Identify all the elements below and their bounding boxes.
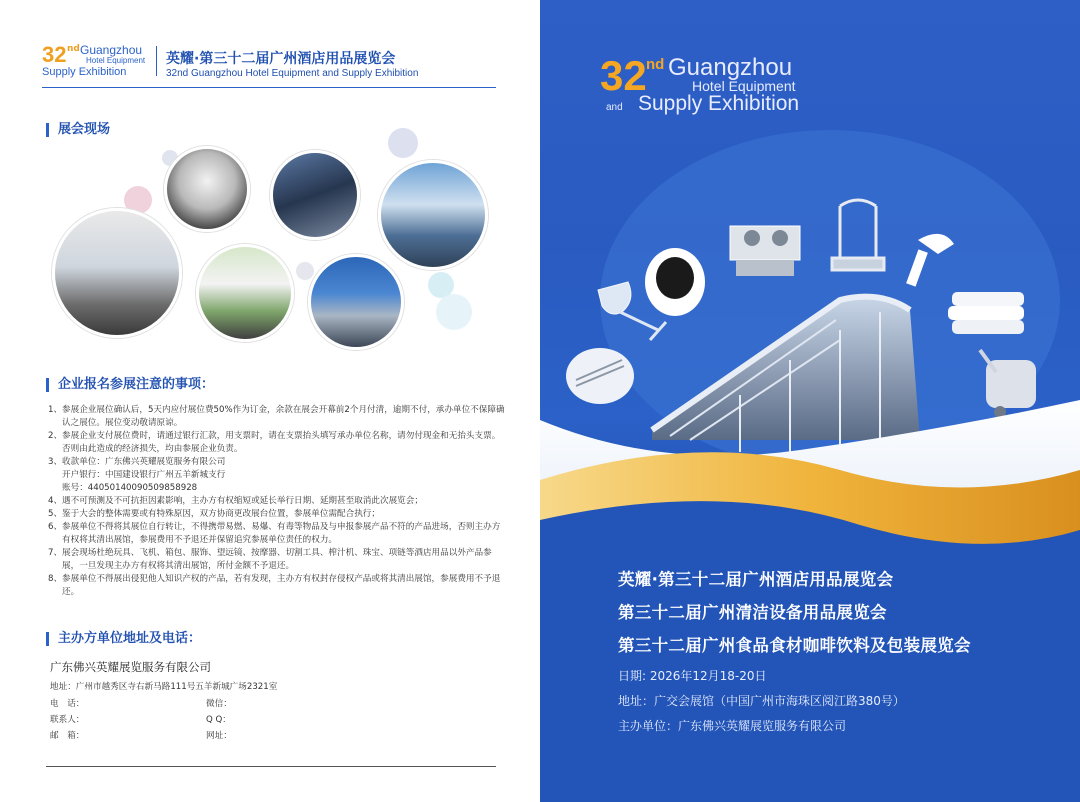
cover-title-2: 第三十二届广州清洁设备用品展览会 — [618, 603, 887, 622]
organizer-address: 地址：广州市越秀区寺右新马路111号五羊新城广场2321室 — [50, 682, 278, 692]
exhibition-date: 日期: 2026年12月18-20日 — [618, 669, 767, 683]
website-label: 网址： — [206, 731, 232, 741]
coffee-cup-icon — [645, 248, 705, 316]
section-title-contact: 主办方单位地址及电话： — [46, 632, 201, 646]
cooking-stove-icon — [730, 226, 800, 276]
decor-circle — [388, 128, 418, 158]
logo-line3: Supply Exhibition — [42, 66, 127, 78]
logo-line2: Hotel Equipment — [692, 78, 796, 94]
header-title-en: 32nd Guangzhou Hotel Equipment and Supply Exhibition — [166, 68, 419, 79]
logo-line1: Guangzhou — [668, 54, 793, 81]
cover-title-3: 第三十二届广州食品食材咖啡饮料及包装展览会 — [618, 636, 971, 655]
logo-and: and — [606, 102, 623, 113]
exhibition-photo-3 — [378, 160, 488, 270]
exhibition-photo-5 — [196, 244, 294, 342]
contact-person-label: 联系人： — [50, 715, 85, 725]
list-item: 8、 参展单位不得展出侵犯他人知识产权的产品，若有发现，主办方有权封存侵权产品或将其清出展馆，参展费用不予退还。 — [48, 574, 501, 597]
decor-circle — [436, 294, 472, 330]
qq-label: Q Q： — [206, 715, 231, 725]
cover-page — [540, 0, 1080, 802]
section-title-notes: 企业报名参展注意的事项： — [46, 378, 214, 392]
exhibition-photo-6 — [308, 254, 404, 350]
phone-label: 电 话： — [50, 699, 85, 709]
header-divider — [156, 46, 157, 76]
logo-suffix: nd — [67, 44, 80, 54]
notes-list — [48, 404, 508, 599]
list-item: 4、 遇不可预测及不可抗拒因素影响，主办方有权缩短或延长举行日期、延期甚至取消此次展览会； — [48, 496, 423, 506]
exhibition-organizer: 主办单位：广东佛兴英耀展览服务有限公司 — [618, 719, 847, 733]
wechat-label: 微信： — [206, 699, 232, 709]
decor-circle — [296, 262, 314, 280]
logo-line3: Supply Exhibition — [638, 92, 800, 115]
towels-icon — [948, 292, 1024, 334]
list-item: 3、 收款单位：广东佛兴英耀展览服务有限公司 开户银行：中国建设银行广州五羊新城支行 账号：44050140090509858928 — [48, 456, 508, 495]
exhibition-photo-4 — [52, 208, 182, 338]
header-rule — [42, 87, 496, 88]
organizer-company: 广东佛兴英耀展览服务有限公司 — [50, 660, 211, 674]
list-item: 7、 展会现场杜绝玩具、飞机、箱包、服饰、望远镜、按摩器、切割工具、榨汁机、珠宝、项链等酒店用品以外产品参展，一旦发现主办方有权将其清出展馆，所付金额不予退还。 — [48, 548, 492, 571]
exhibition-venue: 地址：广交会展馆（中国广州市海珠区阅江路380号） — [618, 694, 905, 708]
footer-rule — [46, 766, 496, 767]
email-label: 邮 箱： — [50, 731, 85, 741]
exhibition-photo-2 — [270, 150, 360, 240]
logo-line1: Guangzhou — [80, 43, 143, 57]
header-title-cn: 英耀·第三十二届广州酒店用品展览会 — [166, 51, 396, 67]
logo-number: 32 — [600, 52, 647, 99]
bank-name: 开户银行：中国建设银行广州五羊新城支行 — [62, 470, 226, 480]
cutlery-plate-icon — [566, 348, 634, 404]
list-item: 2、 参展企业支付展位费时，请通过银行汇款，用支票时，请在支票抬头填写承办单位名称，请勿付现金和无抬头支票。否则由此造成的经济损失，均由参展企业负责。 — [48, 431, 501, 454]
list-item: 6、 参展单位不得将其展位自行转让，不得携带易燃、易爆、有毒等物品及与申报参展产品不符的产品进场，否则主办方有权将其清出展馆，参展费用不予退还并保留追究参展单位责任的权力。 — [48, 522, 501, 545]
exhibition-logo-small — [42, 42, 154, 80]
exhibition-photo-1 — [164, 146, 250, 232]
section-title-scene: 展会现场 — [46, 123, 110, 137]
list-item: 1、 参展企业展位确认后，5天内应付展位费50%作为订金，余款在展会开幕前2个月付清，逾期不付，承办单位不保障确认之展位。展位变动敬请原谅。 — [48, 405, 505, 428]
logo-line2: Hotel Equipment — [86, 56, 146, 65]
logo-suffix: nd — [646, 56, 665, 73]
logo-number: 32 — [42, 42, 67, 67]
cover-title-1: 英耀·第三十二届广州酒店用品展览会 — [618, 570, 894, 589]
bank-account: 账号：44050140090509858928 — [62, 483, 198, 493]
list-item: 5、 鉴于大会的整体需要或有特殊原因，双方协商更改展台位置，参展单位需配合执行； — [48, 509, 380, 519]
